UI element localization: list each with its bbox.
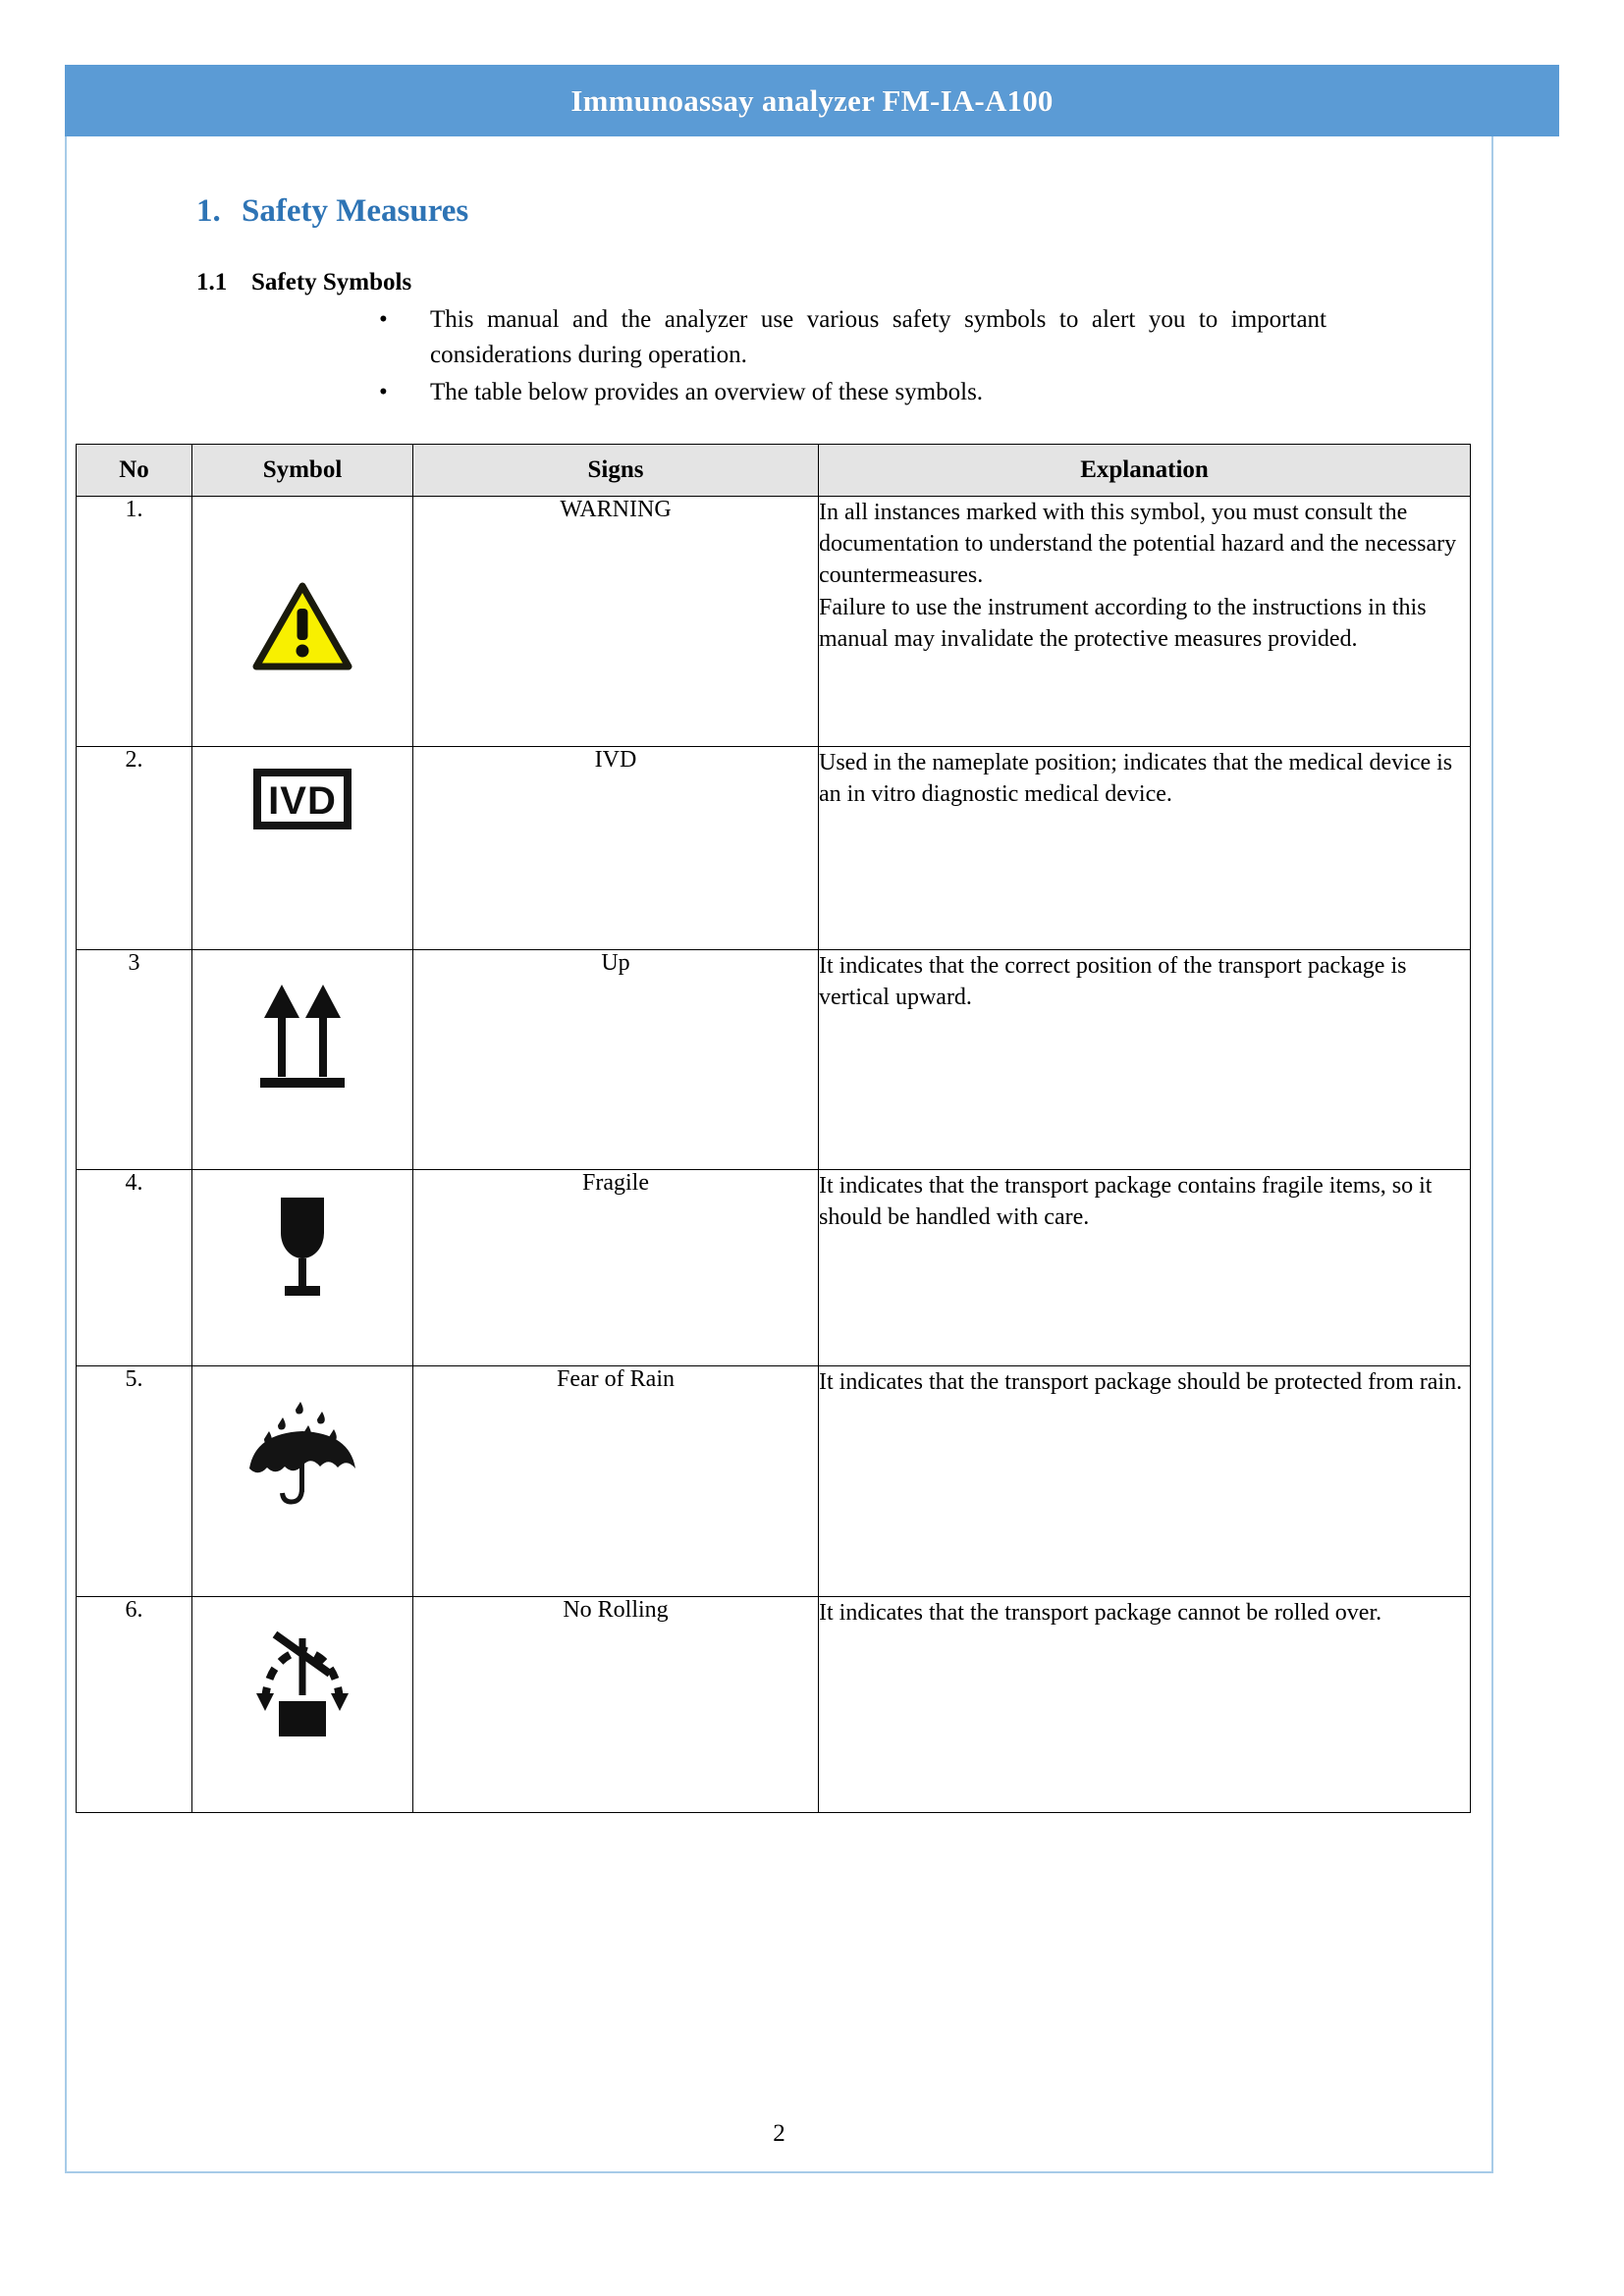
page-number: 2: [773, 2120, 785, 2147]
table-row: [77, 1169, 1471, 1365]
section-heading: [65, 193, 1493, 230]
table-row: [77, 1596, 1471, 1812]
intro-bullet-list: [65, 302, 1493, 410]
cell-symbol: [192, 496, 413, 746]
header-title: Immunoassay analyzer FM-IA-A100: [570, 82, 1054, 118]
document-header-banner: [65, 65, 1559, 136]
column-header-signs: Signs: [413, 444, 819, 496]
cell-explanation-para-1: Used in the nameplate position; indicates that the medical device is: [819, 749, 1453, 775]
cell-signs: Fragile: [413, 1169, 819, 1365]
cell-explanation-para-1: It indicates that the transport package should be protected from rain.: [819, 1368, 1463, 1395]
cell-explanation-para-1: It indicates that the transport package contains fragile items, so it should be handled with care.: [819, 1172, 1433, 1230]
this-way-up-arrows-icon: [192, 977, 412, 1095]
table-row: [77, 1365, 1471, 1596]
table-row: [77, 949, 1471, 1169]
cell-symbol: [192, 1596, 413, 1812]
column-header-explanation: Explanation: [819, 444, 1471, 496]
no-rolling-icon: [192, 1617, 412, 1738]
subsection-heading: [65, 269, 1493, 296]
cell-signs: Fear of Rain: [413, 1365, 819, 1596]
cell-explanation-para-2: an in vitro diagnostic medical device.: [819, 780, 1172, 807]
cell-symbol: [192, 746, 413, 949]
cell-signs: Up: [413, 949, 819, 1169]
subsection-number: 1.1: [196, 269, 228, 295]
column-header-no: No: [77, 444, 192, 496]
cell-no: 5.: [77, 1365, 192, 1596]
cell-explanation: [819, 746, 1471, 949]
cell-explanation-para-2: Failure to use the instrument according to the instructions in this manual may invalidate the protective measures provided.: [819, 594, 1427, 653]
warning-triangle-icon: [192, 581, 412, 671]
document-content: [65, 136, 1493, 1813]
table-row: [77, 746, 1471, 949]
cell-symbol: [192, 949, 413, 1169]
cell-no: 6.: [77, 1596, 192, 1812]
cell-explanation: [819, 496, 1471, 746]
table-header-row: [77, 444, 1471, 496]
cell-signs: No Rolling: [413, 1596, 819, 1812]
cell-explanation: [819, 1596, 1471, 1812]
cell-symbol: [192, 1169, 413, 1365]
cell-explanation-para-1: It indicates that the correct position of the transport package is vertical upward.: [819, 952, 1407, 1010]
bullet-dot-icon: •: [379, 306, 388, 333]
cell-symbol: [192, 1365, 413, 1596]
cell-explanation: [819, 949, 1471, 1169]
column-header-symbol: Symbol: [192, 444, 413, 496]
cell-signs: WARNING: [413, 496, 819, 746]
cell-explanation-para-1: In all instances marked with this symbol, you must consult the documentation to understand the potential hazard and the necessary countermeasures.: [819, 499, 1457, 589]
cell-explanation: [819, 1365, 1471, 1596]
section-number: 1.: [196, 193, 221, 229]
umbrella-rain-icon: [192, 1386, 412, 1508]
cell-no: 1.: [77, 496, 192, 746]
cell-no: 3: [77, 949, 192, 1169]
list-item: [65, 302, 1493, 372]
cell-explanation-para-1: It indicates that the transport package cannot be rolled over.: [819, 1599, 1382, 1626]
cell-no: 4.: [77, 1169, 192, 1365]
list-item-text: The table below provides an overview of these symbols.: [430, 379, 984, 405]
list-item-text: This manual and the analyzer use various safety symbols to alert you to important considerations during operation.: [430, 306, 1326, 368]
safety-symbols-table: [76, 444, 1471, 1813]
section-title: Safety Measures: [242, 193, 469, 229]
bullet-dot-icon: •: [379, 379, 388, 405]
svg-text:IVD: IVD: [268, 778, 337, 823]
cell-no: 2.: [77, 746, 192, 949]
subsection-title: Safety Symbols: [251, 269, 412, 295]
list-item: [65, 375, 1493, 410]
ivd-box-icon: [192, 769, 412, 829]
cell-explanation: [819, 1169, 1471, 1365]
table-row: [77, 496, 1471, 746]
fragile-glass-icon: [192, 1192, 412, 1302]
cell-signs: IVD: [413, 746, 819, 949]
